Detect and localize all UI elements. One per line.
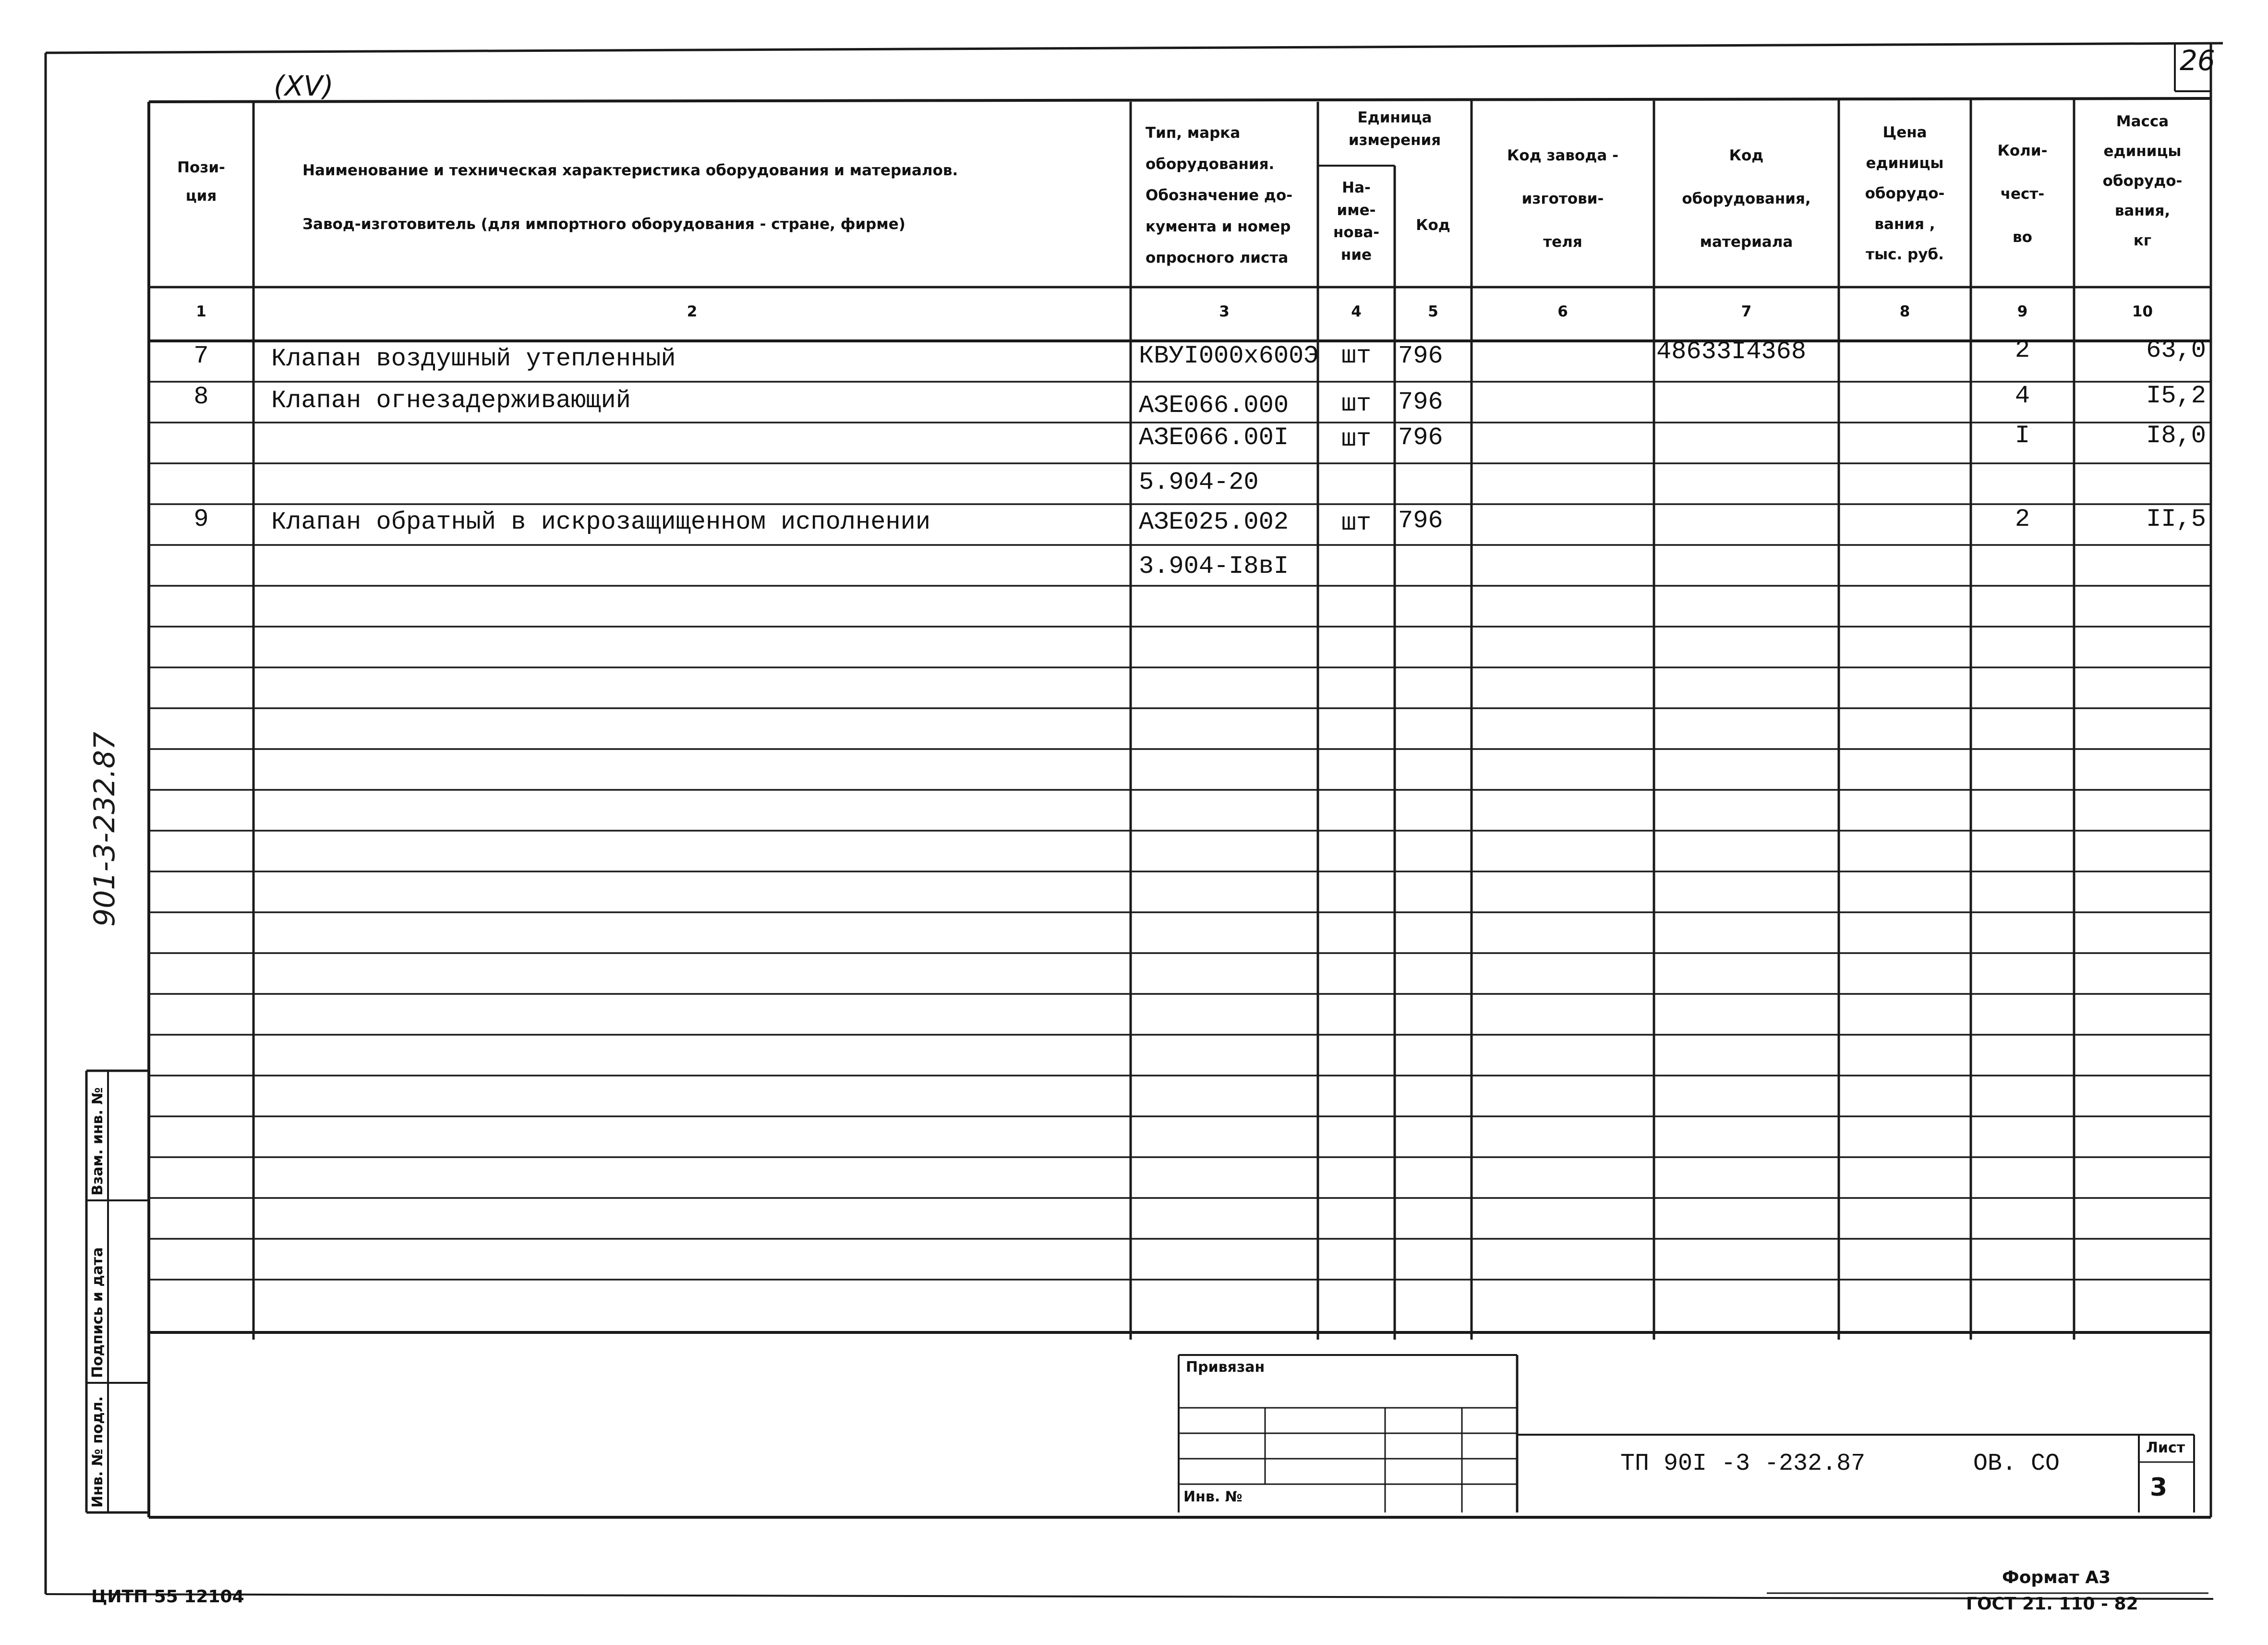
table-row-type: АЗЕ066.000 bbox=[1139, 391, 1289, 420]
col-number: 6 bbox=[1557, 303, 1568, 320]
hdr-mass: Масса единицы оборудо- вания, кг bbox=[2102, 113, 2183, 249]
stamp-mark: ОВ. СО bbox=[1973, 1450, 2060, 1477]
section-mark: (XV) bbox=[274, 70, 334, 102]
table-row-name: Клапан огнезадерживающий bbox=[271, 387, 631, 415]
col-number: 10 bbox=[2132, 303, 2153, 320]
side-label-inv-orig: Инв. № подл. bbox=[89, 1396, 106, 1508]
table-row-mass: II,5 bbox=[2146, 505, 2206, 533]
stamp-bound: Привязан bbox=[1186, 1359, 1265, 1376]
footer-format: Формат А3 bbox=[2002, 1568, 2111, 1587]
table-row-code: 796 bbox=[1398, 388, 1443, 416]
side-label-sign-date: Подпись и дата bbox=[89, 1247, 106, 1378]
stamp-inv-no: Инв. № bbox=[1183, 1488, 1243, 1505]
table-row-unit: шт bbox=[1341, 425, 1372, 453]
table-row-qty: 2 bbox=[2015, 336, 2030, 364]
table-row-type: АЗЕ066.00I bbox=[1139, 423, 1289, 452]
table-row-unit: шт bbox=[1341, 390, 1372, 418]
table-row-mass: 63,0 bbox=[2146, 336, 2206, 364]
table-row-equip: 48633I4368 bbox=[1656, 338, 1807, 366]
hdr-unit-code: Код bbox=[1416, 217, 1450, 234]
side-code: 901-3-232.87 bbox=[88, 732, 121, 927]
col-number: 4 bbox=[1351, 303, 1362, 320]
hdr-qty: Коли- чест- во bbox=[1997, 142, 2048, 246]
hdr-name: Наименование и техническая характеристика оборудования и материалов. Завод-изготовитель (для импортного оборудования - стране, фирме) bbox=[302, 162, 958, 233]
table-row-type: АЗЕ025.002 bbox=[1139, 508, 1289, 536]
table-row-type: 3.904-I8вI bbox=[1139, 552, 1289, 581]
footer-gost: ГОСТ 21. 110 - 82 bbox=[1966, 1594, 2138, 1614]
hdr-price: Цена единицы оборудо- вания , тыс. руб. bbox=[1865, 124, 1945, 264]
hdr-type: Тип, марка оборудования. Обозначение до- кумента и номер опросного листа bbox=[1146, 124, 1293, 267]
col-number: 2 bbox=[687, 303, 698, 320]
table-row-pos: 7 bbox=[193, 342, 209, 370]
table-row-name: Клапан обратный в искрозащищенном исполнении bbox=[271, 508, 931, 536]
table-row-type: 5.904-20 bbox=[1139, 468, 1259, 496]
col-number: 5 bbox=[1428, 303, 1438, 320]
hdr-unit-group: Единица измерения bbox=[1348, 109, 1441, 149]
col-number: 3 bbox=[1219, 303, 1230, 320]
col-number: 1 bbox=[196, 303, 206, 320]
hdr-equip-code: Код оборудования, материала bbox=[1682, 147, 1811, 251]
stamp-sheet-no: 3 bbox=[2150, 1473, 2168, 1502]
table-row-code: 796 bbox=[1398, 507, 1443, 535]
table-row-qty: 2 bbox=[2015, 505, 2030, 533]
table-row-mass: I8,0 bbox=[2146, 422, 2206, 450]
table-row-name: Клапан воздушный утепленный bbox=[271, 345, 676, 373]
hdr-position: Пози- ция bbox=[177, 159, 225, 205]
stamp-sheet-label: Лист bbox=[2146, 1439, 2185, 1456]
footer-left: ЦИТП 55 12104 bbox=[91, 1587, 244, 1607]
stamp-doc-code: ТП 90I -3 -232.87 bbox=[1620, 1450, 1866, 1477]
table-row-mass: I5,2 bbox=[2146, 382, 2206, 410]
table-row-code: 796 bbox=[1398, 342, 1443, 370]
table-row-unit: шт bbox=[1341, 342, 1372, 370]
col-number: 9 bbox=[2017, 303, 2028, 320]
table-row-unit: шт bbox=[1341, 509, 1372, 537]
table-row-type: КВУI000x600Э bbox=[1139, 342, 1319, 370]
table-row-qty: I bbox=[2015, 422, 2030, 450]
hdr-unit-name: На- име- нова- ние bbox=[1333, 179, 1380, 264]
col-number: 8 bbox=[1899, 303, 1910, 320]
table-row-code: 796 bbox=[1398, 423, 1443, 452]
side-label-inv-replace: Взам. инв. № bbox=[89, 1087, 106, 1196]
table-row-pos: 9 bbox=[193, 505, 209, 533]
sheet-corner-number: 26 bbox=[2180, 44, 2215, 77]
col-number: 7 bbox=[1741, 303, 1752, 320]
hdr-maker-code: Код завода - изготови- теля bbox=[1507, 147, 1618, 251]
table-row-pos: 8 bbox=[193, 383, 209, 411]
table-row-qty: 4 bbox=[2015, 382, 2030, 410]
